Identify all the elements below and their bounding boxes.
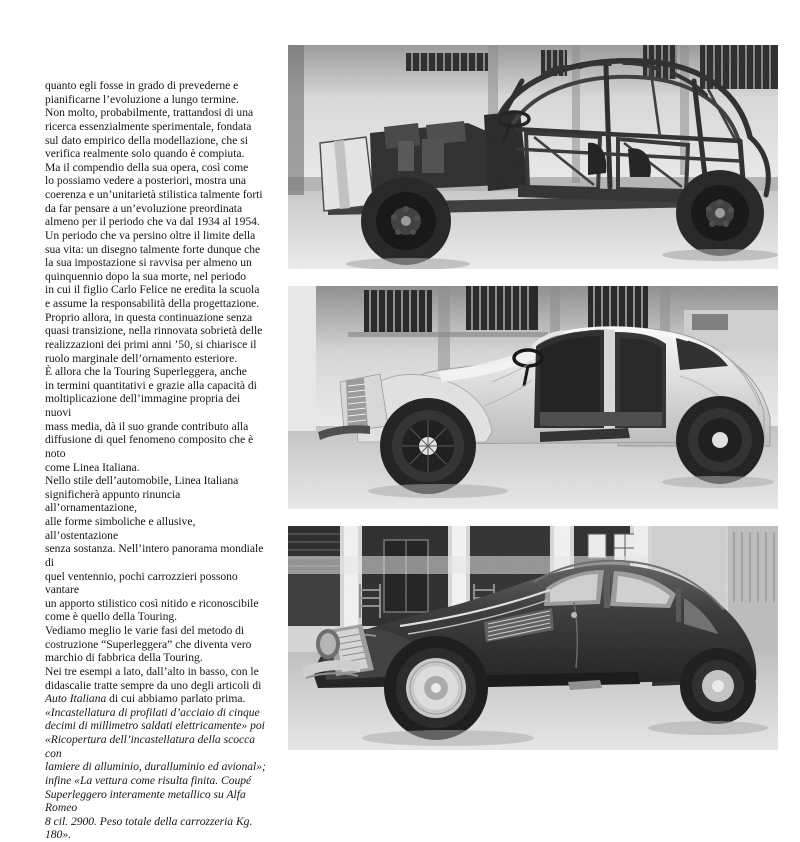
- text-line: e assume la responsabilità della progettazione.: [45, 297, 260, 310]
- text-line: marchio di fabbrica della Touring.: [45, 651, 203, 665]
- text-line: pianificarne l’evoluzione a lungo termine.: [45, 92, 239, 106]
- text-line: Superleggero interamente metallico su Alfa Romeo: [45, 787, 246, 815]
- magazine-title: Auto Italiana: [45, 692, 107, 706]
- text-line: mass media, dà il suo grande contributo alla: [45, 419, 249, 433]
- text-line: verifica realmente solo quando è compiuta.: [45, 147, 245, 161]
- text-line: quasi transizione, nella rinnovata sobrietà delle: [45, 324, 263, 338]
- text-line: senza sostanza. Nell’intero panorama mondiale di: [45, 542, 264, 569]
- text-line: moltiplicazione dell’immagine propria dei nuovi: [45, 392, 241, 419]
- text-line: coerenza e un’unitarietà stilistica talmente forti: [45, 188, 263, 201]
- photo-finished-coupe-image: [288, 526, 778, 750]
- text-line: la sua impostazione si ravvisa per almeno un: [45, 256, 252, 270]
- mixed-italic-line: [45, 692, 269, 706]
- text-line: Nello stile dell’automobile, Linea Italiana: [45, 474, 239, 488]
- text-line: Nei tre esempi a lato, dall’alto in basso, con le: [45, 664, 259, 678]
- text-line: Non molto, probabilmente, trattandosi di una: [45, 106, 254, 120]
- text-line: ruolo marginale dell’ornamento esteriore.: [45, 351, 238, 365]
- text-line: sul dato empirico della modellazione, che si: [45, 133, 248, 147]
- text-line: almeno per il periodo che va dal 1934 al 1954.: [45, 215, 260, 229]
- text-line: come è quello della Touring.: [45, 610, 178, 624]
- body-paragraph: [45, 79, 269, 692]
- text-line: È allora che la Touring Superleggera, anche: [45, 365, 247, 379]
- text-line: in termini quantitativi e grazie alla capacità di: [45, 378, 257, 392]
- text-line: quanto egli fosse in grado di prevederne e: [45, 79, 239, 92]
- caption-quote-block: [45, 706, 269, 842]
- text-line: didascalie tratte sempre da uno degli articoli di: [45, 678, 262, 692]
- text-line: come Linea Italiana.: [45, 460, 140, 474]
- photo-finished-coupe: [288, 526, 778, 750]
- text-line: realizzazioni dei primi anni ’50, si chiarisce il: [45, 337, 257, 351]
- text-line: sua vita: un disegno talmente forte dunque che: [45, 242, 261, 256]
- photo-aluminium-body: [288, 286, 778, 509]
- body-text-column: [45, 79, 269, 842]
- text-line: Vediamo meglio le varie fasi del metodo di: [45, 624, 245, 637]
- photo-frame-structure-image: [288, 45, 778, 269]
- text-line: da far pensare a un’evoluzione preordinata: [45, 201, 243, 215]
- text-line: infine «La vettura come risulta finita. Coupé: [45, 773, 252, 787]
- text-line: quel ventennio, pochi carrozzieri possono vantare: [45, 569, 238, 597]
- photo-frame-structure: [288, 45, 778, 269]
- text-line: «Ricopertura dell’incastellatura della scocca con: [45, 733, 255, 760]
- text-line: Un periodo che va persino oltre il limite della: [45, 228, 256, 242]
- text-line: alle forme simboliche e allusive, all’ostentazione: [45, 515, 196, 542]
- text-line: quinquennio dopo la sua morte, nel periodo: [45, 269, 247, 283]
- text-line: decimi di millimetro saldati elettricamente» poi: [45, 719, 265, 733]
- text-line: «Incastellatura di profilati d’acciaio di cinque: [45, 705, 260, 719]
- text-line: lo possiamo vedere a posteriori, mostra una: [45, 174, 247, 188]
- text-line: Proprio allora, in questa continuazione senza: [45, 310, 253, 324]
- text-line: diffusione di quel fenomeno composito che è noto: [45, 433, 254, 460]
- text-line: lamiere di alluminio, duralluminio ed avional»;: [45, 760, 266, 774]
- text-line: 8 cil. 2900. Peso totale della carrozzeria Kg. 180».: [45, 814, 253, 842]
- text-line: Auto Italiana di cui abbiamo parlato prima.: [45, 692, 246, 706]
- text-line: significherà appunto rinuncia all’ornamentazione,: [45, 487, 181, 515]
- text-line: costruzione “Superleggera” che diventa vero: [45, 637, 252, 651]
- text-line: ricerca essenzialmente sperimentale, fondata: [45, 119, 252, 133]
- text-line: un apporto stilistico così nitido e riconoscibile: [45, 596, 259, 610]
- photo-aluminium-body-image: [288, 286, 778, 509]
- text-line: Ma il compendio della sua opera, così come: [45, 160, 249, 174]
- text-line: in cui il figlio Carlo Felice ne eredita la scuola: [45, 283, 260, 297]
